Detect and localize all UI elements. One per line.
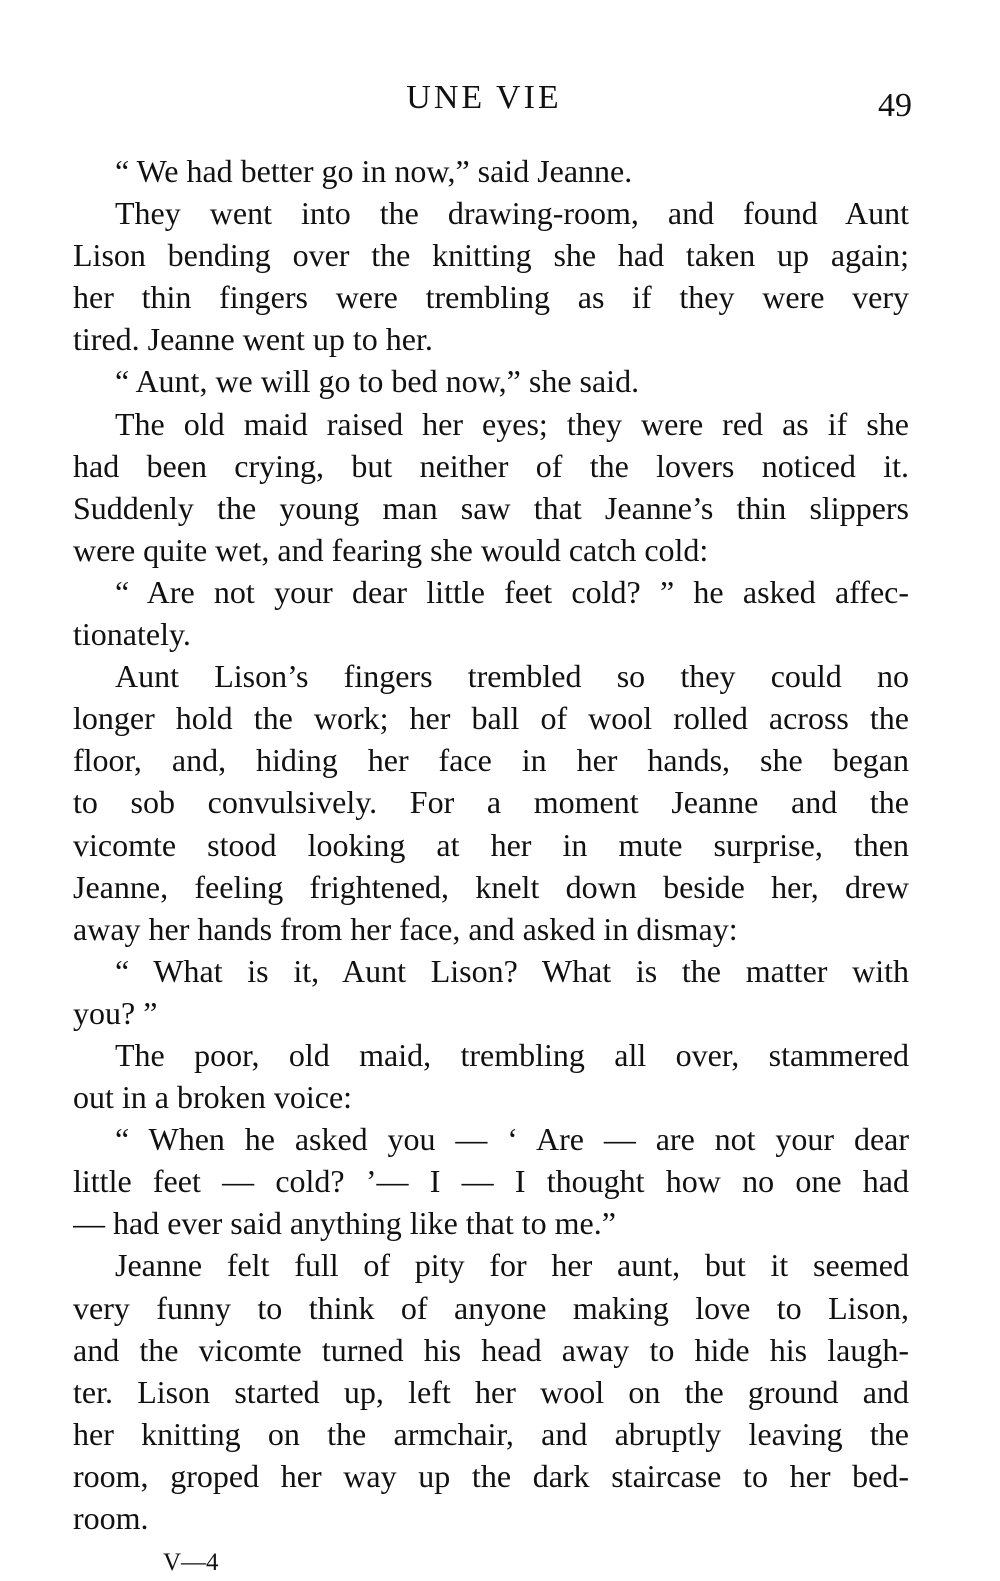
text-line: her thin fingers were trembling as if they were very [73, 279, 909, 316]
text-line: had been crying, but neither of the lovers noticed it. [73, 447, 909, 484]
text-line: you? ” [73, 994, 158, 1031]
text-line: little feet — cold? ’— I — I thought how no one had [73, 1163, 909, 1200]
text-line: Jeanne felt full of pity for her aunt, but it seemed [115, 1247, 909, 1284]
text-line: out in a broken voice: [73, 1079, 353, 1116]
text-line: away her hands from her face, and asked in dismay: [73, 910, 738, 947]
text-line: “ When he asked you — ‘ Are — are not your dear [115, 1121, 909, 1158]
text-line: tired. Jeanne went up to her. [73, 321, 433, 358]
text-line: her knitting on the armchair, and abruptly leaving the [73, 1415, 909, 1452]
text-line: very funny to think of anyone making love to Lison, [73, 1289, 909, 1326]
text-line: vicomte stood looking at her in mute surprise, then [73, 826, 909, 863]
text-line: tionately. [73, 616, 191, 653]
text-line: and the vicomte turned his head away to hide his laugh- [73, 1331, 909, 1368]
text-line: Suddenly the young man saw that Jeanne’s thin slippers [73, 489, 909, 526]
body-text [73, 150, 909, 1539]
text-line: The poor, old maid, trembling all over, stammered [115, 1036, 909, 1073]
running-head-title: UNE VIE [406, 79, 562, 116]
text-line: Aunt Lison’s fingers trembled so they could no [115, 658, 909, 695]
page-number: 49 [878, 87, 912, 124]
text-line: “ We had better go in now,” said Jeanne. [115, 153, 633, 189]
text-line: The old maid raised her eyes; they were red as if she [115, 405, 909, 442]
text-line: Lison bending over the knitting she had taken up again; [73, 237, 909, 274]
text-line: ter. Lison started up, left her wool on the ground and [73, 1373, 909, 1410]
text-line: “ What is it, Aunt Lison? What is the matter with [115, 952, 909, 989]
printer-signature-mark: V—4 [163, 1549, 219, 1576]
text-line: to sob convulsively. For a moment Jeanne and the [73, 784, 909, 821]
text-line: floor, and, hiding her face in her hands, she began [73, 742, 909, 779]
text-line: room, groped her way up the dark staircase to her bed- [73, 1457, 909, 1494]
text-line: “ Aunt, we will go to bed now,” she said. [115, 363, 640, 400]
text-line: “ Are not your dear little feet cold? ” he asked affec- [115, 573, 909, 610]
text-line: They went into the drawing-room, and found Aunt [115, 195, 909, 232]
text-line: longer hold the work; her ball of wool rolled across the [73, 700, 909, 737]
text-line: — had ever said anything like that to me.” [73, 1205, 616, 1242]
text-line: room. [73, 1500, 149, 1536]
text-line: Jeanne, feeling frightened, knelt down beside her, drew [73, 868, 909, 905]
text-line: were quite wet, and fearing she would catch cold: [73, 531, 709, 568]
